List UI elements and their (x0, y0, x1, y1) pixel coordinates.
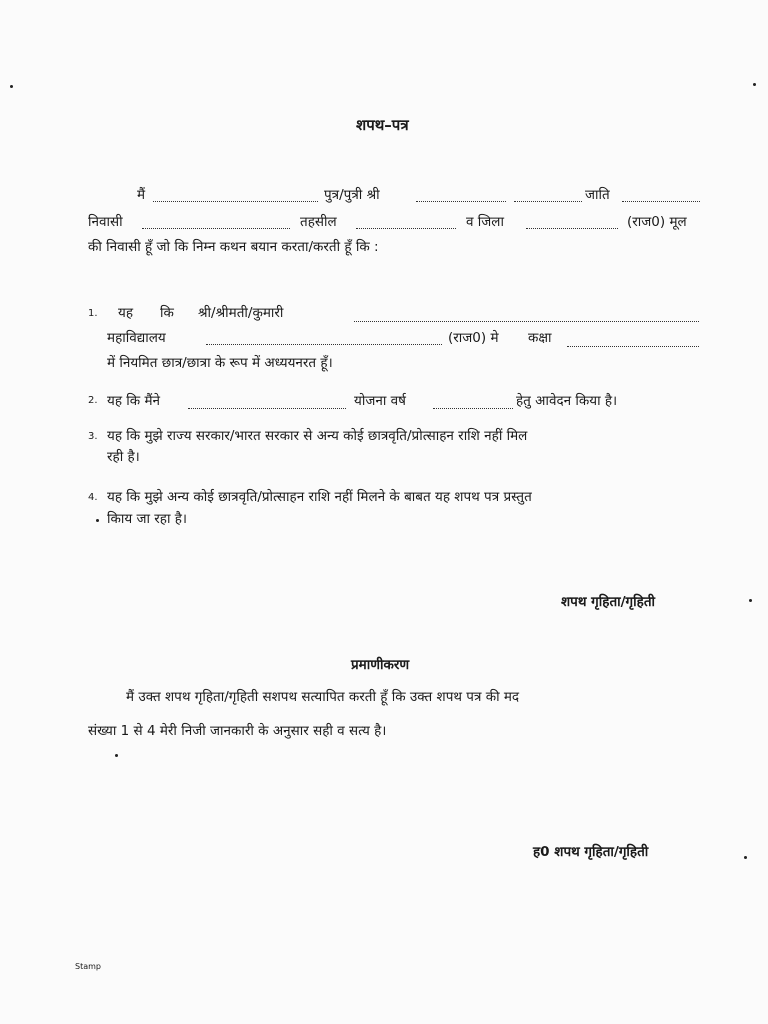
item-1-line3: में नियमित छात्र/छात्रा के रूप में अध्ययनरत हूँ। (107, 355, 333, 371)
resident-field[interactable] (142, 216, 290, 229)
item-1-number: 1. (88, 308, 98, 319)
scheme-field[interactable] (188, 396, 346, 409)
intro-son-daughter: पुत्र/पुत्री श्री (324, 187, 380, 203)
item-2-part-b: योजना वर्ष (354, 393, 406, 409)
district-field[interactable] (526, 216, 618, 229)
item-1-raj: (राज0) मे (448, 330, 499, 346)
intro-state: (राज0) मूल (627, 214, 687, 230)
year-field[interactable] (433, 396, 513, 409)
item-3-number: 3. (88, 431, 98, 442)
student-name-field[interactable] (354, 309, 699, 322)
intro-line3: की निवासी हूँ जो कि निम्न कथन बयान करता/करती हूँ कि : (88, 239, 379, 255)
signed-by-label: ह0 शपथ गृहिता/गृहिती (533, 844, 649, 860)
father-name-field-2[interactable] (514, 189, 582, 202)
deponent-signature-label: शपथ गृहिता/गृहिती (561, 594, 656, 610)
name-field[interactable] (153, 189, 318, 202)
verification-line1: मैं उक्त शपथ गृहिता/गृहिती सशपथ सत्यापित करती हूँ कि उक्त शपथ पत्र की मद (126, 689, 520, 705)
class-field[interactable] (567, 334, 699, 347)
page-title: शपथ–पत्र (356, 116, 409, 134)
scan-speck (744, 856, 747, 859)
father-name-field[interactable] (416, 189, 506, 202)
item-3-line2: रही है। (107, 449, 140, 465)
verification-line2: संख्या 1 से 4 मेरी निजी जानकारी के अनुसार सही व सत्य है। (88, 723, 387, 739)
stamp-label: Stamp (75, 962, 101, 971)
item-2-number: 2. (88, 395, 98, 406)
item-4-line1: यह कि मुझे अन्य कोई छात्रवृति/प्रोत्साहन राशि नहीं मिलने के बाबत यह शपथ पत्र प्रस्तुत (107, 489, 532, 505)
item-3-line1: यह कि मुझे राज्य सरकार/भारत सरकार से अन्य कोई छात्रवृति/प्रोत्साहन राशि नहीं मिल (107, 428, 528, 444)
intro-district: व जिला (466, 214, 504, 230)
scan-speck (115, 754, 118, 757)
scan-speck (749, 599, 752, 602)
intro-resident: निवासी (88, 214, 123, 230)
item-2-part-a: यह कि मैंने (107, 393, 161, 409)
scan-speck (753, 83, 756, 86)
intro-caste: जाति (585, 187, 610, 203)
item-1-part-a: यह (118, 305, 133, 321)
item-4-line2: किाय जा रहा है। (107, 511, 188, 527)
intro-i: मैं (137, 187, 146, 203)
item-2-part-c: हेतु आवेदन किया है। (516, 393, 618, 409)
item-1-part-b: कि (160, 305, 174, 321)
caste-field[interactable] (622, 189, 700, 202)
scan-speck (10, 85, 13, 88)
college-field[interactable] (206, 332, 442, 345)
tehsil-field[interactable] (356, 216, 456, 229)
item-4-number: 4. (88, 492, 98, 503)
scan-speck (96, 519, 99, 522)
verification-heading: प्रमाणीकरण (351, 657, 410, 673)
item-1-part-c: श्री/श्रीमती/कुमारी (198, 305, 284, 321)
item-1-class: कक्षा (528, 330, 552, 346)
item-1-college: महाविद्यालय (107, 330, 166, 346)
intro-tehsil: तहसील (300, 214, 337, 230)
